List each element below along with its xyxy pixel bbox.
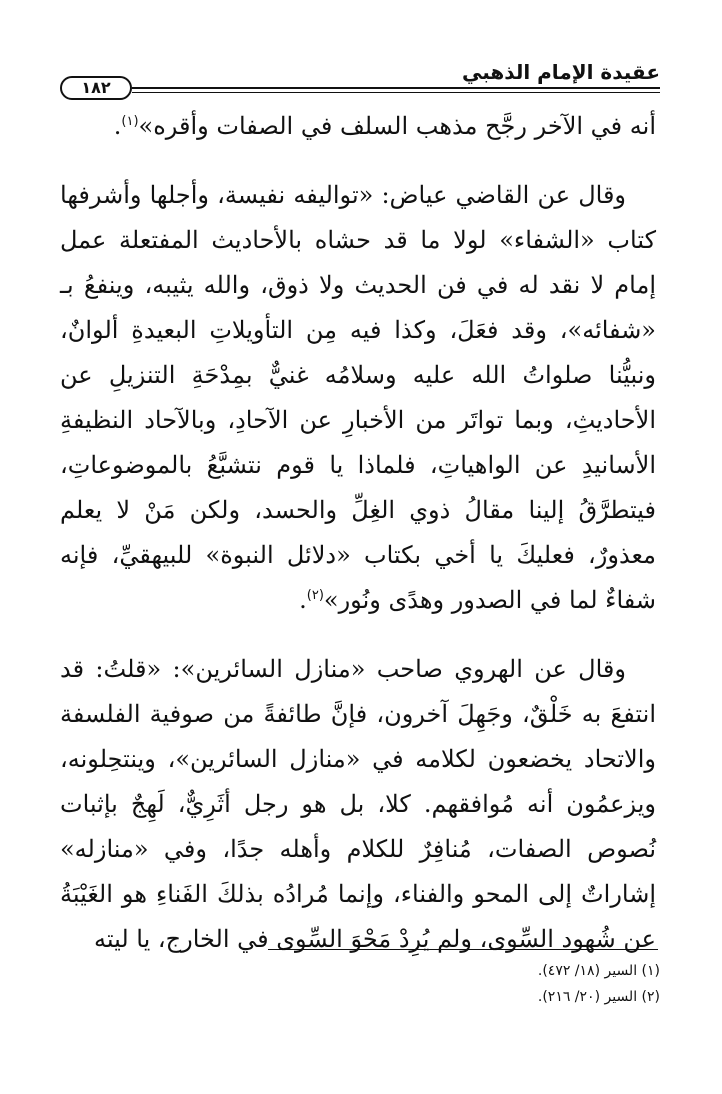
paragraph <box>60 104 656 149</box>
footnote: (١) السير (١٨/ ٤٧٢). <box>537 963 660 979</box>
footnotes <box>538 958 660 1010</box>
paragraph-end: . <box>299 586 307 614</box>
paragraph <box>60 647 656 962</box>
paragraph-text: وقال عن الهروي صاحب «منازل السائرين»: «قلتُ: قد انتفعَ به خَلْقٌ، وجَهِلَ آخرون، فإنَّ طائفةً من صوفية الفلسفة والاتحاد يخضعون لكلامه في «منازل السائرين»، وينتحِلونه، ويزعمُون أنه مُوافقهم. كلا، بل هو رجل أثَرِيٌّ، لَهِجٌ بإثبات نُصوص الصفات، مُنافِرٌ للكلام وأهله جدًا، وفي «منازله» إشاراتٌ إلى المحو والفناء، وإنما مُرادُه بذلكَ الفَناءِ هو الغَيْبَةُ عن شُهود السِّوى، ولم يُرِدْ مَحْوَ السِّوى في الخارج، يا ليته <box>60 655 656 953</box>
paragraph-end: . <box>113 112 122 140</box>
body-text <box>60 104 656 962</box>
header-rule <box>132 87 660 89</box>
page-header <box>60 56 660 106</box>
footnote: (٢) السير (٢٠/ ٢١٦). <box>537 989 660 1005</box>
paragraph-text: أنه في الآخر رجَّح مذهب السلف في الصفات وأقره» <box>138 112 656 140</box>
footnote-ref: (١) <box>121 114 139 129</box>
header-rule-thin <box>132 92 660 93</box>
footnote-ref: (٢) <box>306 588 324 603</box>
paragraph <box>60 173 656 623</box>
footnote-separator <box>268 949 658 950</box>
book-title: عقيدة الإمام الذهبي <box>462 60 660 84</box>
paragraph-text: وقال عن القاضي عياض: «تواليفه نفيسة، وأجلها وأشرفها كتاب «الشفاء» لولا ما قد حشاه بالأحاديث المفتعلة عمل إمام لا نقد له في فن الحديث ولا ذوق، والله يثيبه، وينفعُ بـ «شفائه»، وقد فعَلَ، وكذا فيه مِن التأويلاتِ البعيدةِ ألوانٌ، ونبيُّنا صلواتُ الله عليه وسلامُه غنيٌّ بمِدْحَةِ التنزيلِ عن الأحاديثِ، وبما تواتَر من الأخبارِ عن الآحادِ، وبالآحاد النظيفةِ الأسانيدِ عن الواهياتِ، فلماذا يا قوم نتشبَّعُ بالموضوعاتِ، فيتطرَّقُ إلينا مقالُ ذوي الغِلِّ والحسد، ولكن مَنْ لا يعلم معذورٌ، فعليكَ يا أخي بكتاب «دلائل النبوة» للبيهقيِّ، فإنه شفاءٌ لما في الصدور وهدًى ونُور» <box>60 181 656 614</box>
page-number: ١٨٢ <box>60 76 132 100</box>
